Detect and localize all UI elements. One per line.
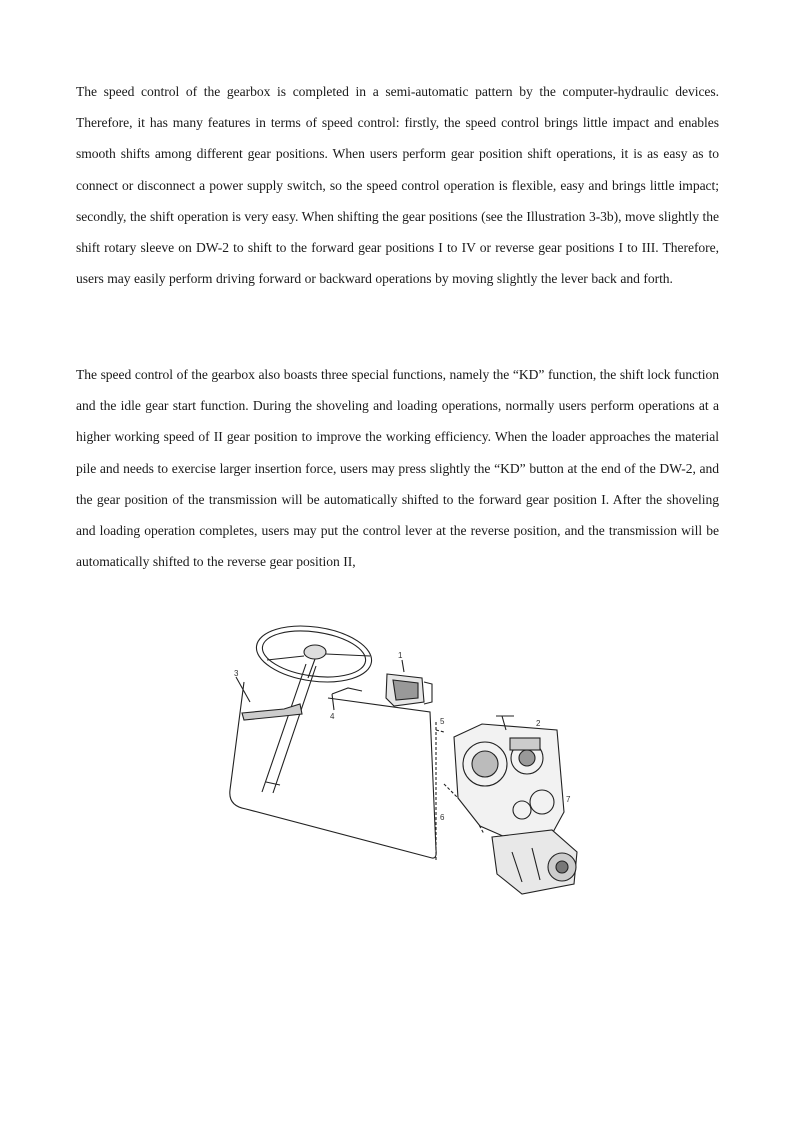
callout-2: 2 — [536, 719, 541, 728]
gearbox-control-illustration — [222, 612, 592, 897]
callout-7: 7 — [566, 795, 571, 804]
shift-lever-dw2 — [242, 704, 302, 720]
control-panel-outline — [230, 682, 436, 858]
callout-1: 1 — [398, 651, 403, 660]
callout-3: 3 — [234, 669, 239, 678]
gearbox-control-drawing — [222, 612, 592, 897]
transmission-housing — [454, 724, 564, 840]
callout-6: 6 — [440, 813, 445, 822]
paragraph-special-functions: The speed control of the gearbox also boasts three special functions, namely the “KD” function, the shift lock function and the idle gear start function. During the shoveling and loading operations, normally users perform operations at a higher working speed of II gear position to improve the working efficiency. When the loader approaches the material pile and needs to exercise larger insertion force, users may press slightly the “KD” button at the end of the DW-2, and the gear position of the transmission will be automatically shifted to the forward gear position I. After the shoveling and loading operation completes, users may put the control lever at the reverse position, and the transmission will be automatically shifted to the reverse gear position II, — [76, 367, 719, 570]
callout-4: 4 — [330, 712, 335, 721]
steering-column — [262, 664, 316, 793]
paragraph-speed-control-features: The speed control of the gearbox is completed in a semi-automatic pattern by the computer-hydraulic devices. Therefore, it has many features in terms of speed control: firstly, the speed control brings little impact and enables smooth shifts among different gear positions. When users perform gear position shift operations, it is as easy as to connect or disconnect a power supply switch, so the speed control operation is flexible, easy and brings little impact; secondly, the shift operation is very easy. When shifting the gear positions (see the Illustration 3-3b), move slightly the shift rotary sleeve on DW-2 to shift to the forward gear positions I to IV or reverse gear positions I to III. Therefore, users may easily perform driving forward or backward operations by moving slightly the lever back and forth. — [76, 84, 719, 287]
callout-5: 5 — [440, 717, 445, 726]
